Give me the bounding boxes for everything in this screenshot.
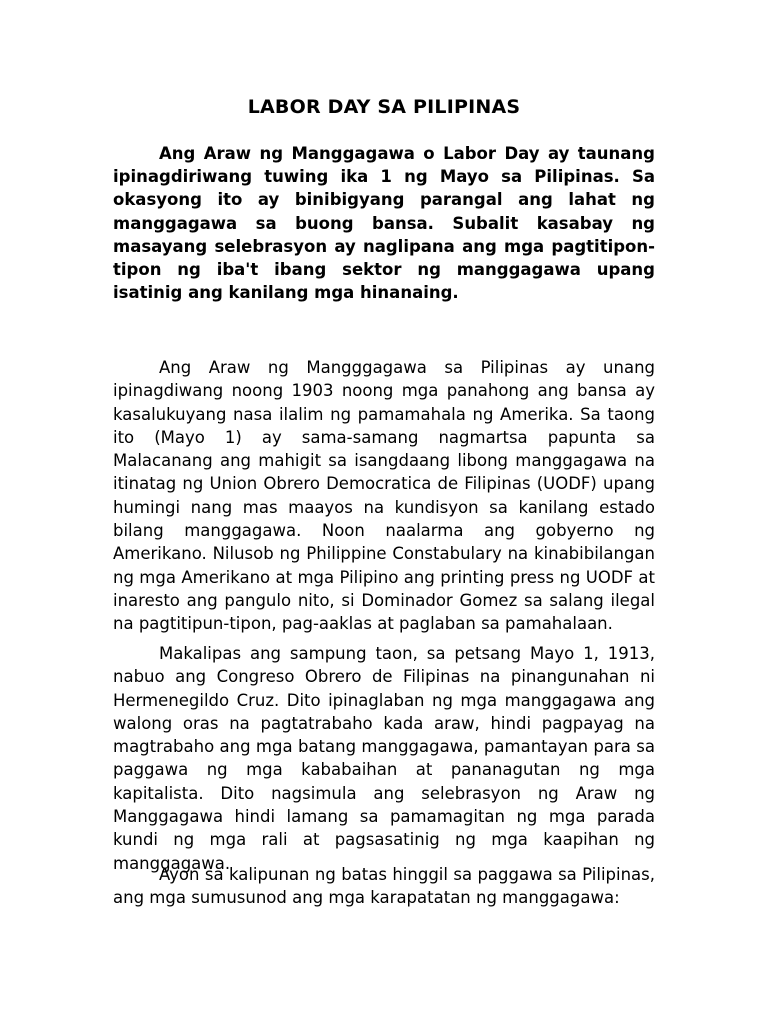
body-paragraph-labor-rights: Ayon sa kalipunan ng batas hinggil sa paggawa sa Pilipinas, ang mga sumusunod ang mga karapatatan ng manggagawa:: [113, 865, 655, 908]
page-title: LABOR DAY SA PILIPINAS: [247, 96, 521, 118]
body-paragraph-history-1913: Makalipas ang sampung taon, sa petsang Mayo 1, 1913, nabuo ang Congreso Obrero de Filipinas na pinangunahan ni Hermenegildo Cruz. Dito ipinaglaban ng mga manggagawa ang walong oras na pagtatrabaho kada araw, hindi pagpayag na magtrabaho ang mga batang manggagawa, pamantayan para sa paggawa ng mga kababaihan at pananagutan ng mga kapitalista. Dito nagsimula ang selebrasyon ng Araw ng Manggagawa hindi lamang sa pamamagitan ng mga parada kundi ng mga rali at pagsasatinig ng mga kaapihan ng manggagawa.: [113, 644, 655, 873]
body-paragraph-history-1903: Ang Araw ng Mangggagawa sa Pilipinas ay unang ipinagdiwang noong 1903 noong mga panahong ang bansa ay kasalukuyang nasa ilalim ng pamamahala ng Amerika. Sa taong ito (Mayo 1) ay sama-samang nagmartsa papunta sa Malacanang ang mahigit sa isangdaang libong manggagawa na itinatag ng Union Obrero Democratica de Filipinas (UODF) upang humingi nang mas maayos na kundisyon sa kanilang estado bilang manggagawa. Noon naalarma ang gobyerno ng Amerikano. Nilusob ng Philippine Constabulary na kinabibilangan ng mga Amerikano at mga Pilipino ang printing press ng UODF at inaresto ang pangulo nito, si Dominador Gomez sa salang ilegal na pagtitipun-tipon, pag-aaklas at paglaban sa pamahalaan.: [113, 358, 655, 634]
intro-paragraph: Ang Araw ng Manggagawa o Labor Day ay taunang ipinagdiriwang tuwing ika 1 ng Mayo sa Pilipinas. Sa okasyong ito ay binibigyang parangal ang lahat ng manggagawa sa buong bansa. Subalit kasabay ng masayang selebrasyon ay naglipana ang mga pagtitipon-tipon ng iba't ibang sektor ng manggagawa upang isatinig ang kanilang mga hinanaing.: [113, 144, 655, 303]
